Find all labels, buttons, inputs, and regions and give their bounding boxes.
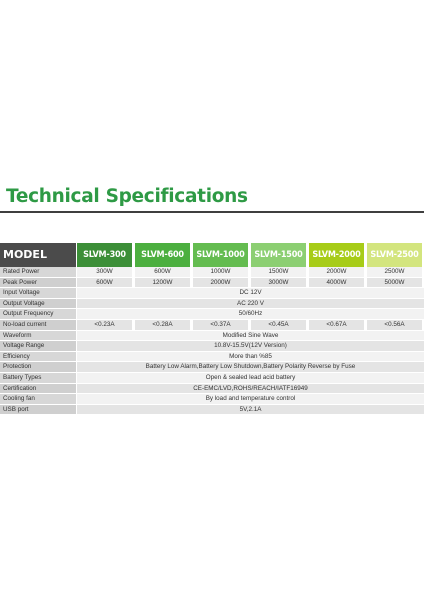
cell-value: 2000W: [309, 267, 364, 277]
row-value: AC 220 V: [77, 299, 424, 309]
cell-value: 2500W: [367, 267, 422, 277]
row-value: Modified Sine Wave: [77, 331, 424, 341]
spec-table: [0, 243, 424, 415]
table-row: [0, 373, 424, 384]
row-value: 50/60Hz: [77, 309, 424, 319]
row-value: CE-EMC/LVD,ROHS/REACH/IATF16949: [77, 384, 424, 394]
table-row: [0, 320, 424, 331]
cell-value: 1500W: [251, 267, 306, 277]
row-label: Rated Power: [0, 267, 76, 277]
model-header: MODEL: [0, 243, 76, 267]
cell-value: 2000W: [193, 278, 248, 288]
model-header-slvm-300: SLVM-300: [77, 243, 132, 267]
row-label: Input Voltage: [0, 288, 76, 298]
table-row: [0, 341, 424, 352]
row-value: More than %85: [77, 352, 424, 362]
row-label: Waveform: [0, 331, 76, 341]
row-value: 5V,2.1A: [77, 405, 424, 415]
cell-value: 600W: [77, 278, 132, 288]
row-label: Battery Types: [0, 373, 76, 383]
row-value: Battery Low Alarm,Battery Low Shutdown,Battery Polarity Reverse by Fuse: [77, 362, 424, 372]
row-value: DC 12V: [77, 288, 424, 298]
model-header-slvm-2000: SLVM-2000: [309, 243, 364, 267]
row-label: Peak Power: [0, 278, 76, 288]
cell-value: 4000W: [309, 278, 364, 288]
row-label: Certification: [0, 384, 76, 394]
cell-value: 3000W: [251, 278, 306, 288]
cell-value: 1200W: [135, 278, 190, 288]
model-header-slvm-1000: SLVM-1000: [193, 243, 248, 267]
cell-value: 5000W: [367, 278, 422, 288]
table-row: [0, 309, 424, 320]
row-label: No-load current: [0, 320, 76, 330]
table-row: [0, 288, 424, 299]
table-row: [0, 352, 424, 363]
row-label: Output Voltage: [0, 299, 76, 309]
row-label: Output Frequency: [0, 309, 76, 319]
model-header-slvm-2500: SLVM-2500: [367, 243, 422, 267]
page-title: Technical Specifications: [6, 186, 248, 207]
row-label: Voltage Range: [0, 341, 76, 351]
row-label: Cooling fan: [0, 394, 76, 404]
table-header: [0, 243, 424, 267]
row-label: Efficiency: [0, 352, 76, 362]
cell-value: 300W: [77, 267, 132, 277]
table-row: [0, 331, 424, 342]
title-divider: [0, 211, 424, 213]
row-value: Open & sealed lead acid battery: [77, 373, 424, 383]
table-row: [0, 362, 424, 373]
cell-value: <0.67A: [309, 320, 364, 330]
cell-value: <0.56A: [367, 320, 422, 330]
cell-value: <0.37A: [193, 320, 248, 330]
cell-value: <0.23A: [77, 320, 132, 330]
cell-value: <0.28A: [135, 320, 190, 330]
table-row: [0, 394, 424, 405]
cell-value: 600W: [135, 267, 190, 277]
table-row: [0, 267, 424, 278]
table-row: [0, 278, 424, 289]
row-label: USB port: [0, 405, 76, 415]
table-row: [0, 299, 424, 310]
table-row: [0, 384, 424, 395]
row-value: 10.8V-15.5V(12V Version): [77, 341, 424, 351]
model-header-slvm-600: SLVM-600: [135, 243, 190, 267]
table-row: [0, 405, 424, 416]
row-value: By load and temperature control: [77, 394, 424, 404]
cell-value: 1000W: [193, 267, 248, 277]
row-label: Protection: [0, 362, 76, 372]
model-header-slvm-1500: SLVM-1500: [251, 243, 306, 267]
cell-value: <0.45A: [251, 320, 306, 330]
